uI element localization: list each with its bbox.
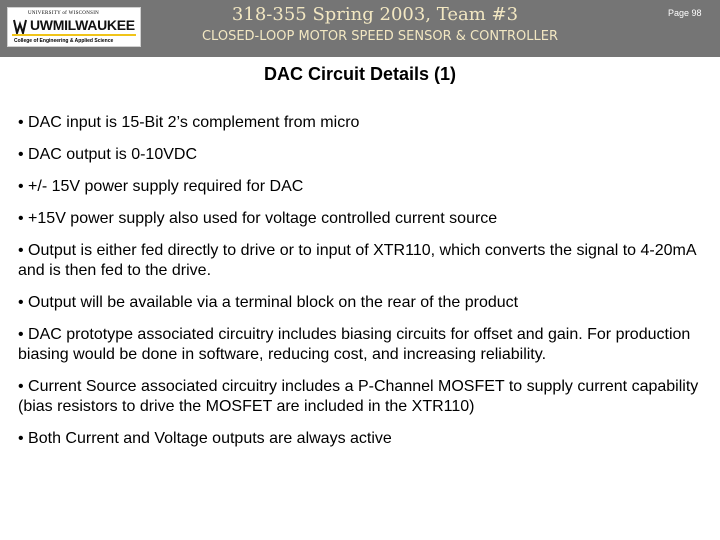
slide-title: DAC Circuit Details (1): [263, 64, 457, 84]
logo-college-text: College of Engineering & Applied Science: [14, 38, 114, 44]
bullet-item: • DAC output is 0-10VDC: [18, 146, 198, 163]
bullet-item: • DAC input is 15-Bit 2’s complement from micro: [18, 114, 360, 131]
university-logo: [7, 7, 141, 47]
bullet-item: • Current Source associated circuitry includes a P-Channel MOSFET to supply current capability (bias resistors to drive the MOSFET are included in the XTR110): [18, 378, 699, 415]
header-band: [0, 0, 720, 57]
logo-university-text: UNIVERSITY of WISCONSIN: [28, 11, 100, 16]
bullet-item: • DAC prototype associated circuitry includes biasing circuits for offset and gain. For production biasing would be done in software, reducing cost, and increasing reliability.: [18, 326, 691, 363]
bullet-item: • Output is either fed directly to drive or to input of XTR110, which converts the signal to 4-20mA and is then fed to the drive.: [18, 242, 696, 279]
logo-accent-bar: [12, 34, 136, 36]
page-number: Page 98: [668, 8, 702, 18]
bullet-list: [18, 113, 708, 461]
bullet-item: • Both Current and Voltage outputs are always active: [18, 430, 392, 447]
project-subtitle: CLOSED-LOOP MOTOR SPEED SENSOR & CONTROLLER: [201, 29, 558, 44]
bullet-item: • +/- 15V power supply required for DAC: [18, 178, 304, 195]
bullet-item: • Output will be available via a terminal block on the rear of the product: [18, 294, 519, 311]
bullet-item: • +15V power supply also used for voltage controlled current source: [18, 210, 498, 227]
logo-wordmark: UWMILWAUKEE: [30, 17, 135, 33]
course-title: 318-355 Spring 2003, Team #3: [231, 4, 519, 25]
